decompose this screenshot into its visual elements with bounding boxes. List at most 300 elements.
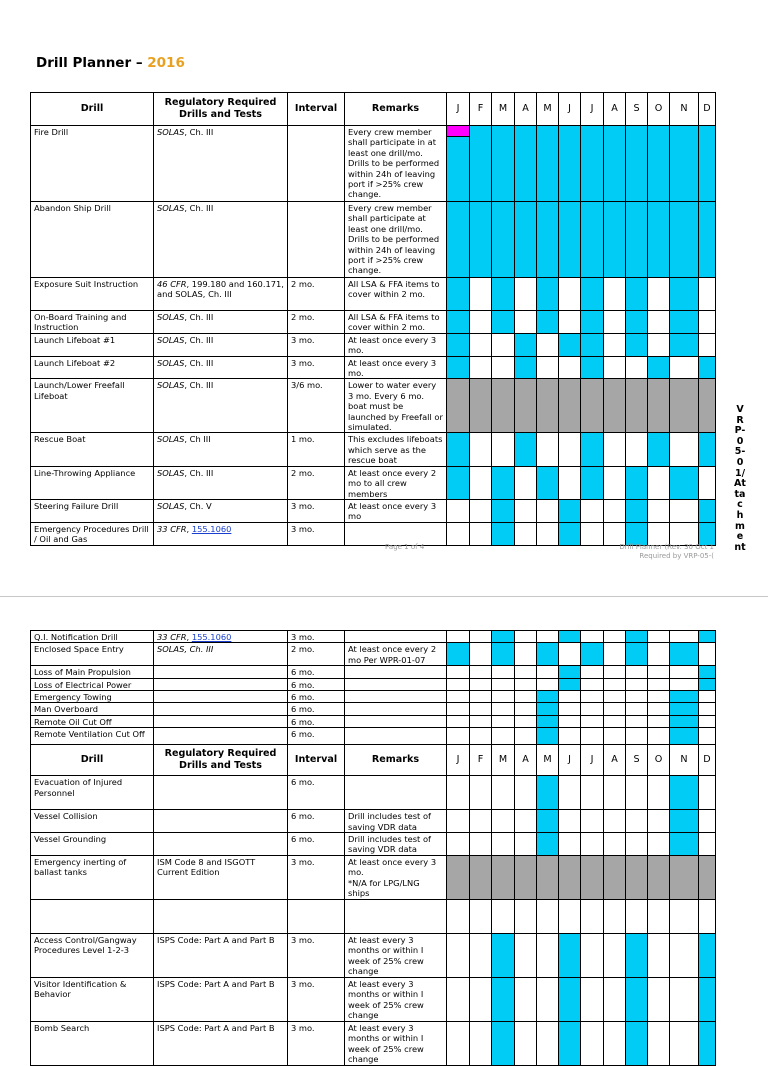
drill-row [31, 776, 716, 810]
month-cell-3 [492, 126, 515, 202]
month-cell-3 [492, 728, 515, 745]
month-cell-2 [470, 855, 492, 899]
month-cell-4 [515, 933, 537, 977]
cell-interval: 3 mo. [288, 522, 345, 545]
month-cell-10 [648, 379, 670, 433]
month-cell-2 [470, 776, 492, 810]
month-cell-11 [670, 728, 699, 745]
month-cell-9 [626, 499, 648, 522]
drill-row [31, 855, 716, 899]
month-cell-5 [537, 631, 559, 643]
drill-row [31, 499, 716, 522]
month-cell-7 [581, 715, 604, 727]
cell-regulatory [154, 499, 288, 522]
th-interval: Interval [288, 93, 345, 126]
cell-interval: 6 mo. [288, 678, 345, 690]
th-month-11: N [670, 745, 699, 776]
cell-regulatory [154, 466, 288, 499]
month-cell-1 [447, 855, 470, 899]
month-cell-6 [559, 433, 581, 466]
month-cell-2 [470, 631, 492, 643]
cell-interval [288, 899, 345, 933]
month-cell-3 [492, 379, 515, 433]
month-cell-3 [492, 855, 515, 899]
month-cell-10 [648, 899, 670, 933]
title-year: 2016 [147, 55, 185, 71]
month-cell-5 [537, 311, 559, 334]
cell-remarks [345, 666, 447, 678]
drill-row [31, 278, 716, 311]
cell-regulatory [154, 631, 288, 643]
month-cell-9 [626, 678, 648, 690]
month-cell-2 [470, 715, 492, 727]
month-cell-1 [447, 933, 470, 977]
cell-remarks: At least every 3 months or within I week of 25% crew change [345, 1021, 447, 1065]
month-cell-12 [699, 499, 716, 522]
month-cell-8 [604, 643, 626, 666]
drill-row [31, 631, 716, 643]
month-cell-10 [648, 643, 670, 666]
regulation-reference: ISPS Code: Part A and Part B [157, 978, 275, 989]
month-cell-7 [581, 126, 604, 202]
month-cell-11 [670, 126, 699, 202]
cell-regulatory [154, 666, 288, 678]
month-cell-5 [537, 728, 559, 745]
regulation-source: SOLAS [157, 312, 185, 322]
month-cell-12 [699, 379, 716, 433]
drill-row [31, 333, 716, 356]
cell-regulatory [154, 202, 288, 278]
month-cell-9 [626, 379, 648, 433]
month-cell-4 [515, 728, 537, 745]
month-cell-4 [515, 499, 537, 522]
month-cell-12 [699, 666, 716, 678]
month-cell-4 [515, 522, 537, 545]
cell-remarks: At least every 3 months or within I week of 25% crew change [345, 933, 447, 977]
regulation-reference: , Ch. III [184, 203, 214, 213]
month-cell-5 [537, 678, 559, 690]
cell-drill-name: On-Board Training and Instruction [31, 311, 154, 334]
month-cell-3 [492, 776, 515, 810]
month-cell-4 [515, 715, 537, 727]
page-title [36, 55, 185, 71]
month-cell-6 [559, 379, 581, 433]
cell-regulatory [154, 433, 288, 466]
month-cell-10 [648, 278, 670, 311]
month-cell-6 [559, 678, 581, 690]
month-cell-3 [492, 202, 515, 278]
month-cell-1 [447, 666, 470, 678]
month-cell-11 [670, 202, 699, 278]
cell-regulatory [154, 678, 288, 690]
drill-table-page1 [30, 92, 716, 546]
month-cell-7 [581, 666, 604, 678]
month-cell-9 [626, 631, 648, 643]
cell-regulatory [154, 899, 288, 933]
regulation-source: SOLAS [157, 467, 185, 478]
month-cell-11 [670, 522, 699, 545]
regulation-link[interactable]: 155.1060 [191, 523, 232, 534]
month-cell-2 [470, 703, 492, 715]
month-cell-8 [604, 1021, 626, 1065]
regulation-link[interactable]: 155.1060 [191, 632, 232, 642]
regulation-reference: , 199.180 and 160.171, and SOLAS, Ch. III [157, 279, 284, 300]
drill-row [31, 126, 716, 202]
cell-regulatory [154, 333, 288, 356]
month-cell-10 [648, 678, 670, 690]
month-cell-5 [537, 833, 559, 856]
table-header-row [31, 93, 716, 126]
cell-interval: 3/6 mo. [288, 379, 345, 433]
month-cell-2 [470, 202, 492, 278]
month-cell-5 [537, 278, 559, 311]
month-cell-5 [537, 691, 559, 703]
page-separator [0, 596, 768, 597]
month-cell-11 [670, 855, 699, 899]
month-cell-10 [648, 810, 670, 833]
month-cell-5 [537, 977, 559, 1021]
month-cell-5 [537, 776, 559, 810]
cell-remarks: At least once every 2 mo to all crew members [345, 466, 447, 499]
th-month-10: O [648, 93, 670, 126]
cell-interval: 6 mo. [288, 810, 345, 833]
table-header-row-repeat [31, 745, 716, 776]
month-cell-10 [648, 666, 670, 678]
month-cell-12 [699, 810, 716, 833]
footer-revision [619, 543, 714, 561]
month-cell-8 [604, 855, 626, 899]
month-cell-4 [515, 977, 537, 1021]
month-cell-10 [648, 703, 670, 715]
month-cell-1 [447, 278, 470, 311]
th-month-12: D [699, 745, 716, 776]
drill-row [31, 678, 716, 690]
month-cell-3 [492, 356, 515, 379]
regulation-reference: , Ch. V [184, 500, 212, 511]
regulation-reference: , Ch. III [184, 334, 214, 345]
regulation-reference: , [186, 523, 192, 534]
cell-drill-name: Remote Oil Cut Off [31, 715, 154, 727]
month-cell-11 [670, 715, 699, 727]
cell-drill-name: Man Overboard [31, 703, 154, 715]
month-cell-4 [515, 643, 537, 666]
month-cell-11 [670, 691, 699, 703]
th-month-6: J [559, 93, 581, 126]
month-cell-7 [581, 499, 604, 522]
month-cell-9 [626, 728, 648, 745]
month-cell-6 [559, 728, 581, 745]
month-cell-8 [604, 703, 626, 715]
cell-drill-name: Launch/Lower Freefall Lifeboat [31, 379, 154, 433]
month-cell-7 [581, 333, 604, 356]
cell-interval [288, 126, 345, 202]
cell-drill-name: Rescue Boat [31, 433, 154, 466]
month-cell-7 [581, 855, 604, 899]
month-cell-5 [537, 899, 559, 933]
month-cell-12 [699, 715, 716, 727]
regulation-source: SOLAS [157, 203, 185, 213]
month-cell-3 [492, 715, 515, 727]
month-cell-1 [447, 333, 470, 356]
cell-regulatory [154, 311, 288, 334]
cell-interval: 3 mo. [288, 933, 345, 977]
regulation-reference: ISPS Code: Part A and Part B [157, 1022, 275, 1033]
month-cell-9 [626, 899, 648, 933]
cell-interval: 6 mo. [288, 715, 345, 727]
month-cell-2 [470, 433, 492, 466]
month-cell-6 [559, 666, 581, 678]
month-cell-2 [470, 666, 492, 678]
month-cell-7 [581, 466, 604, 499]
month-cell-1 [447, 833, 470, 856]
th-month-7: J [581, 93, 604, 126]
cell-remarks [345, 691, 447, 703]
month-cell-5 [537, 126, 559, 202]
month-cell-9 [626, 356, 648, 379]
month-cell-3 [492, 691, 515, 703]
month-cell-1 [447, 691, 470, 703]
drill-row [31, 728, 716, 745]
month-cell-10 [648, 499, 670, 522]
month-cell-7 [581, 933, 604, 977]
month-cell-6 [559, 703, 581, 715]
cell-regulatory [154, 278, 288, 311]
month-cell-9 [626, 311, 648, 334]
th-month-1: J [447, 93, 470, 126]
cell-interval: 3 mo. [288, 499, 345, 522]
month-cell-4 [515, 703, 537, 715]
month-cell-7 [581, 278, 604, 311]
month-cell-2 [470, 311, 492, 334]
month-cell-5 [537, 433, 559, 466]
month-cell-3 [492, 833, 515, 856]
month-cell-3 [492, 703, 515, 715]
month-cell-3 [492, 466, 515, 499]
month-cell-10 [648, 977, 670, 1021]
month-cell-11 [670, 466, 699, 499]
cell-interval: 3 mo. [288, 333, 345, 356]
cell-interval: 2 mo. [288, 466, 345, 499]
month-cell-2 [470, 278, 492, 311]
month-cell-10 [648, 466, 670, 499]
month-cell-3 [492, 977, 515, 1021]
month-cell-8 [604, 126, 626, 202]
month-cell-3 [492, 899, 515, 933]
cell-remarks: Every crew member shall participate at least one drill/mo. Drills to be performed within 24h of leaving port if >25% crew change. [345, 202, 447, 278]
month-cell-3 [492, 810, 515, 833]
cell-regulatory [154, 977, 288, 1021]
month-cell-7 [581, 631, 604, 643]
month-cell-11 [670, 703, 699, 715]
cell-interval: 6 mo. [288, 691, 345, 703]
cell-remarks: At least once every 3 mo. [345, 356, 447, 379]
th-month-3: M [492, 93, 515, 126]
month-cell-12 [699, 691, 716, 703]
cell-interval: 6 mo. [288, 703, 345, 715]
drill-row [31, 899, 716, 933]
month-cell-7 [581, 728, 604, 745]
month-cell-7 [581, 833, 604, 856]
cell-regulatory [154, 522, 288, 545]
month-cell-4 [515, 833, 537, 856]
month-cell-7 [581, 899, 604, 933]
regulation-source: SOLAS [157, 334, 185, 345]
month-cell-9 [626, 776, 648, 810]
month-cell-11 [670, 499, 699, 522]
month-cell-9 [626, 703, 648, 715]
cell-remarks: At least once every 3 mo. [345, 333, 447, 356]
month-cell-12 [699, 728, 716, 745]
th-regulatory: Regulatory Required Drills and Tests [154, 745, 288, 776]
cell-interval: 6 mo. [288, 776, 345, 810]
drill-row [31, 933, 716, 977]
month-cell-9 [626, 833, 648, 856]
month-cell-4 [515, 379, 537, 433]
cell-remarks: All LSA & FFA items to cover within 2 mo. [345, 311, 447, 334]
cell-drill-name: Fire Drill [31, 126, 154, 202]
month-cell-10 [648, 776, 670, 810]
month-cell-11 [670, 356, 699, 379]
cell-drill-name: Emergency Towing [31, 691, 154, 703]
month-cell-1 [447, 379, 470, 433]
month-cell-6 [559, 691, 581, 703]
drill-row [31, 379, 716, 433]
month-cell-9 [626, 466, 648, 499]
month-cell-6 [559, 833, 581, 856]
month-cell-11 [670, 933, 699, 977]
month-cell-10 [648, 715, 670, 727]
month-cell-2 [470, 728, 492, 745]
th-month-4: A [515, 93, 537, 126]
month-cell-8 [604, 311, 626, 334]
month-cell-9 [626, 855, 648, 899]
th-month-5: M [537, 93, 559, 126]
regulation-reference: ISM Code 8 and ISGOTT Current Edition [157, 856, 256, 878]
month-cell-5 [537, 333, 559, 356]
month-cell-10 [648, 933, 670, 977]
month-cell-4 [515, 691, 537, 703]
month-cell-1 [447, 499, 470, 522]
th-month-10: O [648, 745, 670, 776]
month-cell-7 [581, 1021, 604, 1065]
th-month-12: D [699, 93, 716, 126]
cell-regulatory [154, 126, 288, 202]
regulation-reference: , Ch. III [184, 127, 214, 137]
cell-regulatory [154, 728, 288, 745]
month-cell-9 [626, 333, 648, 356]
drill-row [31, 311, 716, 334]
cell-remarks: Drill includes test of saving VDR data [345, 833, 447, 856]
month-cell-9 [626, 522, 648, 545]
month-cell-3 [492, 678, 515, 690]
month-cell-4 [515, 855, 537, 899]
month-cell-7 [581, 977, 604, 1021]
month-cell-8 [604, 833, 626, 856]
month-cell-12 [699, 356, 716, 379]
month-cell-6 [559, 776, 581, 810]
cell-regulatory [154, 855, 288, 899]
regulation-reference: , Ch III [184, 434, 211, 445]
month-cell-10 [648, 126, 670, 202]
month-cell-6 [559, 126, 581, 202]
month-cell-1 [447, 466, 470, 499]
cell-regulatory [154, 833, 288, 856]
month-cell-2 [470, 810, 492, 833]
month-cell-11 [670, 631, 699, 643]
month-cell-1 [447, 977, 470, 1021]
month-cell-9 [626, 666, 648, 678]
cell-remarks [345, 678, 447, 690]
month-cell-5 [537, 715, 559, 727]
month-cell-10 [648, 356, 670, 379]
month-cell-2 [470, 833, 492, 856]
page-gap [0, 565, 768, 597]
cell-drill-name: Abandon Ship Drill [31, 202, 154, 278]
month-cell-6 [559, 311, 581, 334]
month-cell-1 [447, 631, 470, 643]
cell-remarks: All LSA & FFA items to cover within 2 mo. [345, 278, 447, 311]
month-cell-12 [699, 202, 716, 278]
regulation-reference: , Ch. III [184, 312, 214, 322]
cell-drill-name: Launch Lifeboat #1 [31, 333, 154, 356]
month-cell-1 [447, 522, 470, 545]
th-month-2: F [470, 93, 492, 126]
month-cell-11 [670, 1021, 699, 1065]
month-cell-5 [537, 379, 559, 433]
regulation-source: SOLAS [157, 127, 185, 137]
drill-row [31, 691, 716, 703]
month-cell-7 [581, 356, 604, 379]
month-cell-11 [670, 678, 699, 690]
month-cell-4 [515, 1021, 537, 1065]
month-cell-4 [515, 311, 537, 334]
month-cell-1 [447, 643, 470, 666]
drill-row [31, 433, 716, 466]
cell-remarks: Drill includes test of saving VDR data [345, 810, 447, 833]
drill-row [31, 356, 716, 379]
cell-regulatory [154, 691, 288, 703]
month-cell-11 [670, 311, 699, 334]
month-cell-7 [581, 433, 604, 466]
drill-row [31, 977, 716, 1021]
drill-row [31, 1021, 716, 1065]
cell-remarks [345, 728, 447, 745]
month-cell-4 [515, 126, 537, 202]
month-cell-10 [648, 728, 670, 745]
cell-regulatory [154, 356, 288, 379]
regulation-source: 33 CFR [157, 523, 187, 534]
regulation-reference: , [186, 632, 192, 642]
month-cell-6 [559, 631, 581, 643]
drill-row [31, 202, 716, 278]
month-cell-5 [537, 703, 559, 715]
month-cell-8 [604, 522, 626, 545]
month-cell-2 [470, 678, 492, 690]
th-month-11: N [670, 93, 699, 126]
cell-remarks: This excludes lifeboats which serve as the rescue boat [345, 433, 447, 466]
month-cell-8 [604, 977, 626, 1021]
cell-interval: 6 mo. [288, 833, 345, 856]
month-cell-4 [515, 631, 537, 643]
month-cell-7 [581, 776, 604, 810]
month-cell-11 [670, 810, 699, 833]
regulation-source: SOLAS [157, 380, 185, 391]
month-cell-12 [699, 311, 716, 334]
month-cell-1 [447, 899, 470, 933]
drill-row [31, 833, 716, 856]
month-cell-6 [559, 333, 581, 356]
cell-drill-name: Emergency Procedures Drill / Oil and Gas [31, 522, 154, 545]
